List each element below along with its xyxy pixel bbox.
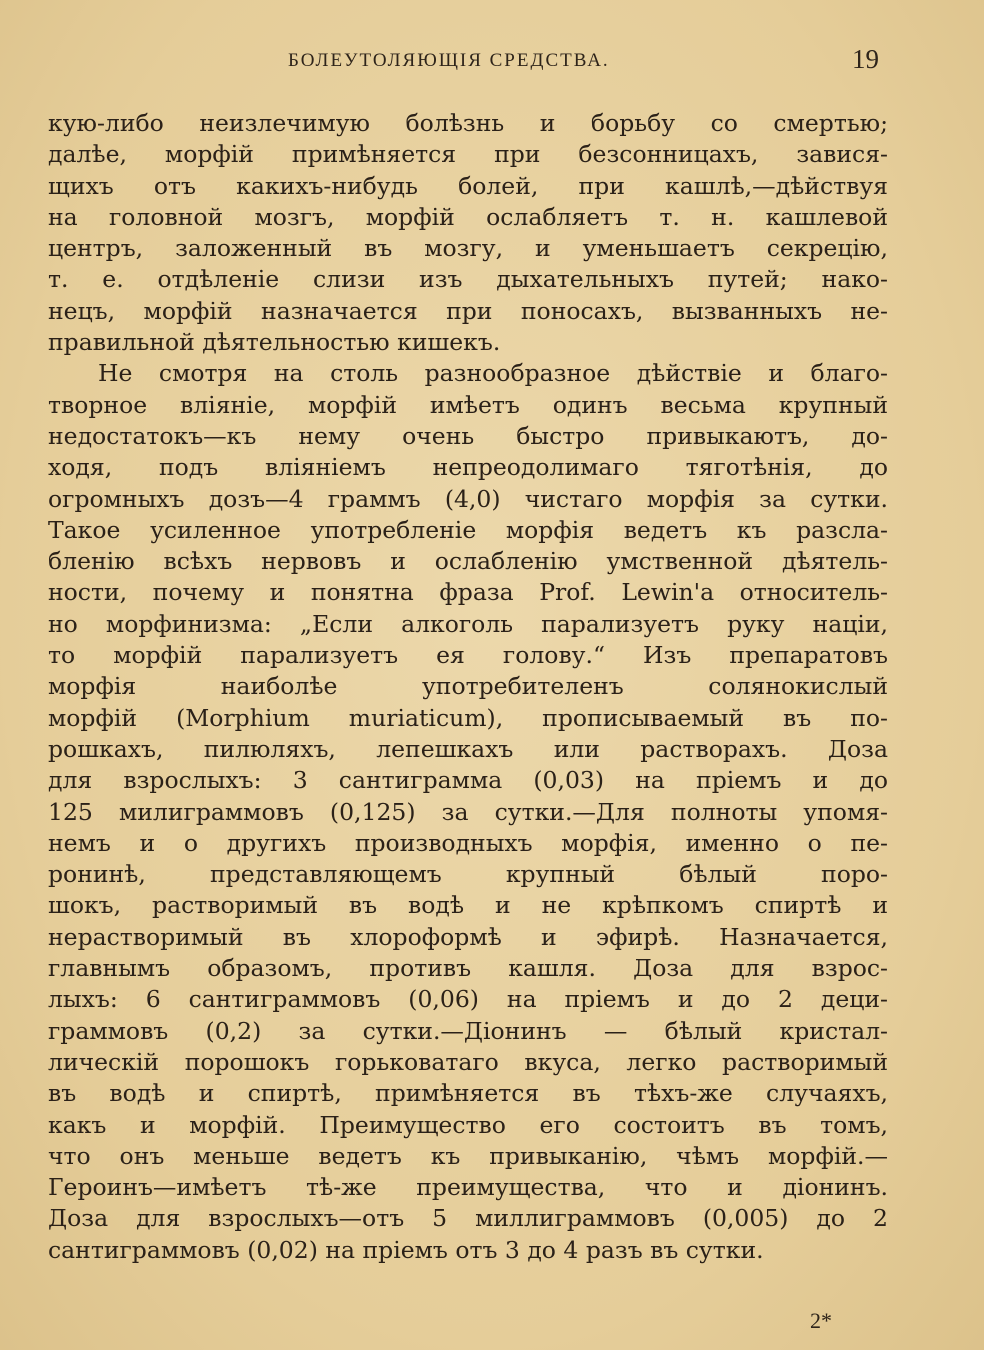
text-line: для взрослыхъ: 3 сантиграмма (0,03) на пріемъ и до bbox=[48, 766, 888, 795]
text-line: нецъ, морфій назначается при поносахъ, вызванныхъ не- bbox=[48, 296, 888, 325]
text-line: недостатокъ—къ нему очень быстро привыкаютъ, до- bbox=[48, 421, 888, 450]
text-line: въ водѣ и спиртѣ, примѣняется въ тѣхъ-же случаяхъ, bbox=[48, 1079, 888, 1108]
text-line: центръ, заложенный въ мозгу, и уменьшаетъ секрецію, bbox=[48, 234, 888, 263]
text-line: творное вліяніе, морфій имѣетъ одинъ весьма крупный bbox=[48, 390, 888, 419]
body-text bbox=[48, 108, 888, 1266]
paragraph-start-line: Не смотря на столь разнообразное дѣйствіе и благо- bbox=[98, 359, 888, 388]
text-line: ходя, подъ вліяніемъ непреодолимаго тяготѣнія, до bbox=[48, 453, 888, 482]
text-line: 125 милиграммовъ (0,125) за сутки.—Для полноты упомя- bbox=[48, 797, 888, 826]
signature-mark: 2* bbox=[810, 1308, 832, 1333]
text-line: лыхъ: 6 сантиграммовъ (0,06) на пріемъ и до 2 деци- bbox=[48, 985, 888, 1014]
text-line: но морфинизма: „Если алкоголь парализуетъ руку націи, bbox=[48, 609, 888, 638]
text-line: шокъ, растворимый въ водѣ и не крѣпкомъ спиртѣ и bbox=[48, 891, 888, 920]
text-line: морфій (Morphium muriaticum), прописываемый въ по- bbox=[48, 703, 888, 732]
text-line: ронинѣ, представляющемъ крупный бѣлый поро- bbox=[48, 860, 888, 889]
text-line: далѣе, морфій примѣняется при безсонницахъ, завися- bbox=[48, 140, 888, 169]
text-line: огромныхъ дозъ—4 граммъ (4,0) чистаго морфія за сутки. bbox=[48, 484, 888, 513]
text-line: нерастворимый въ хлороформѣ и эфирѣ. Назначается, bbox=[48, 922, 888, 951]
text-line: Героинъ—имѣетъ тѣ-же преимущества, что и діонинъ. bbox=[48, 1173, 888, 1202]
text-line: Такое усиленное употребленіе морфія ведетъ къ разсла- bbox=[48, 515, 888, 544]
text-line: кую-либо неизлечимую болѣзнь и борьбу со смертью; bbox=[48, 109, 888, 137]
text-line: что онъ меньше ведетъ къ привыканію, чѣмъ морфій.— bbox=[48, 1141, 888, 1170]
text-line: какъ и морфій. Преимущество его состоитъ въ томъ, bbox=[48, 1110, 888, 1139]
text-line: ности, почему и понятна фраза Prof. Lewin'а относитель- bbox=[48, 578, 888, 607]
text-line: немъ и о другихъ производныхъ морфія, именно о пе- bbox=[48, 828, 888, 857]
text-line: главнымъ образомъ, противъ кашля. Доза для взрос- bbox=[48, 954, 888, 983]
text-line: правильной дѣятельностью кишекъ. bbox=[48, 328, 501, 357]
text-line: щихъ отъ какихъ-нибудь болей, при кашлѣ,—дѣйствуя bbox=[48, 171, 888, 200]
text-line: на головной мозгъ, морфій ослабляетъ т. н. кашлевой bbox=[48, 202, 888, 231]
text-line: то морфій парализуетъ ея голову.“ Изъ препаратовъ bbox=[48, 641, 888, 670]
text-line: бленію всѣхъ нервовъ и ослабленію умственной дѣятель- bbox=[48, 547, 888, 576]
running-title: БОЛЕУТОЛЯЮЩІЯ СРЕДСТВА. bbox=[288, 50, 610, 71]
text-line: граммовъ (0,2) за сутки.—Діонинъ — бѣлый кристал- bbox=[48, 1016, 888, 1045]
text-line: рошкахъ, пилюляхъ, лепешкахъ или растворахъ. Доза bbox=[48, 734, 888, 763]
text-line: Доза для взрослыхъ—отъ 5 миллиграммовъ (0,005) до 2 bbox=[48, 1204, 888, 1233]
text-line: сантиграммовъ (0,02) на пріемъ отъ 3 до 4 разъ въ сутки. bbox=[48, 1235, 764, 1264]
page-number: 19 bbox=[852, 44, 879, 74]
text-line: т. е. отдѣленіе слизи изъ дыхательныхъ путей; нако- bbox=[48, 265, 888, 294]
text-line: морфія наиболѣе употребителенъ солянокислый bbox=[48, 672, 888, 701]
text-line: лическій порошокъ горьковатаго вкуса, легко растворимый bbox=[48, 1047, 888, 1076]
